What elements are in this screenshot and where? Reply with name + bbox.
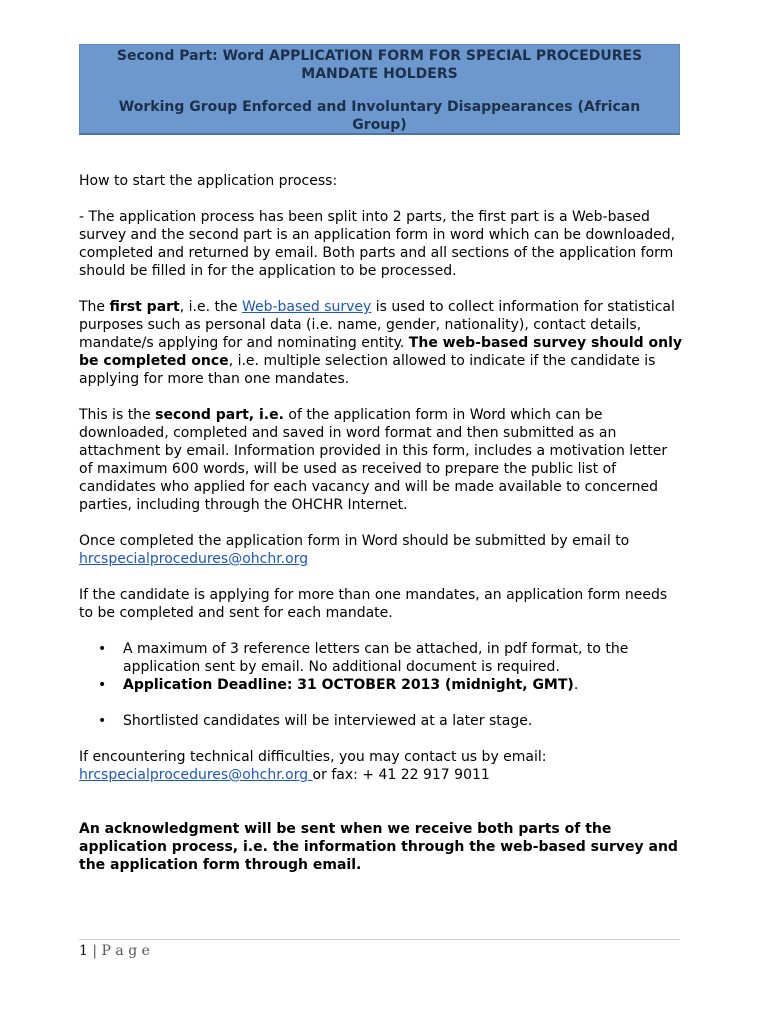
list-item: • Application Deadline: 31 OCTOBER 2013 (midnight, GMT). [98,677,579,693]
split-paragraph: - The application process has been split into 2 parts, the first part is a Web-based survey and the second part is an application form in word which can be downloaded, completed and returned by email. Both parts and all sections of the application form should be filled in for the application to be processed. [79,209,676,279]
bullet-list [79,640,684,694]
page-label: P a g e [101,943,150,959]
title-banner [79,44,680,135]
acknowledgment-paragraph: An acknowledgment will be sent when we receive both parts of the application process, i.e. the information through the web-based survey and the application form through email. [79,821,678,873]
document-body [79,172,684,892]
list-item: • Shortlisted candidates will be interviewed at a later stage. [98,713,533,729]
list-item: • A maximum of 3 reference letters can be attached, in pdf format, to the application sent by email. No additional document is required. [98,641,629,675]
web-survey-link[interactable]: Web-based survey [241,299,372,315]
bullet-icon: • [98,677,107,693]
contact-email-link[interactable]: hrcspecialprocedures@ohchr.org [79,767,313,783]
bullet-icon: • [98,713,107,729]
page-footer: 1 | P a g e [79,943,150,959]
bullet-list-2 [79,712,684,730]
multiple-mandates-paragraph: If the candidate is applying for more than one mandates, an application form needs to be completed and sent for each mandate. [79,587,668,621]
contact-paragraph: If encountering technical difficulties, you may contact us by email: hrcspecialprocedures@ohchr.org or fax: + 41 22 917 9011 [79,749,547,783]
form-title: Second Part: Word APPLICATION FORM FOR SPECIAL PROCEDURES MANDATE HOLDERS [116,48,643,82]
footer-divider [79,939,680,940]
intro-heading: How to start the application process: [79,173,338,189]
submit-email-link[interactable]: hrcspecialprocedures@ohchr.org [79,551,309,567]
submit-paragraph: Once completed the application form in Word should be submitted by email to hrcspecialprocedures@ohchr.org [79,533,630,567]
second-part-paragraph: This is the second part, i.e. of the application form in Word which can be downloaded, completed and saved in word format and then submitted as an attachment by email. Information provided in this form, includes a motivation letter of maximum 600 words, will be used as received to prepare the public list of candidates who applied for each vacancy and will be made available to concerned parties, including through the OHCHR Internet. [79,407,668,513]
first-part-paragraph: The first part, i.e. the Web-based survey is used to collect information for statistical purposes such as personal data (i.e. name, gender, nationality), contact details, mandate/s applying for and nominating entity. The web-based survey should only be completed once, i.e. multiple selection allowed to indicate if the candidate is applying for more than one mandates. [79,299,683,387]
working-group-title: Working Group Enforced and Involuntary Disappearances (African Group) [118,99,641,133]
page-number: 1 [79,943,88,959]
deadline-text: Application Deadline: 31 OCTOBER 2013 (midnight, GMT) [123,677,574,693]
bullet-icon: • [98,641,107,657]
